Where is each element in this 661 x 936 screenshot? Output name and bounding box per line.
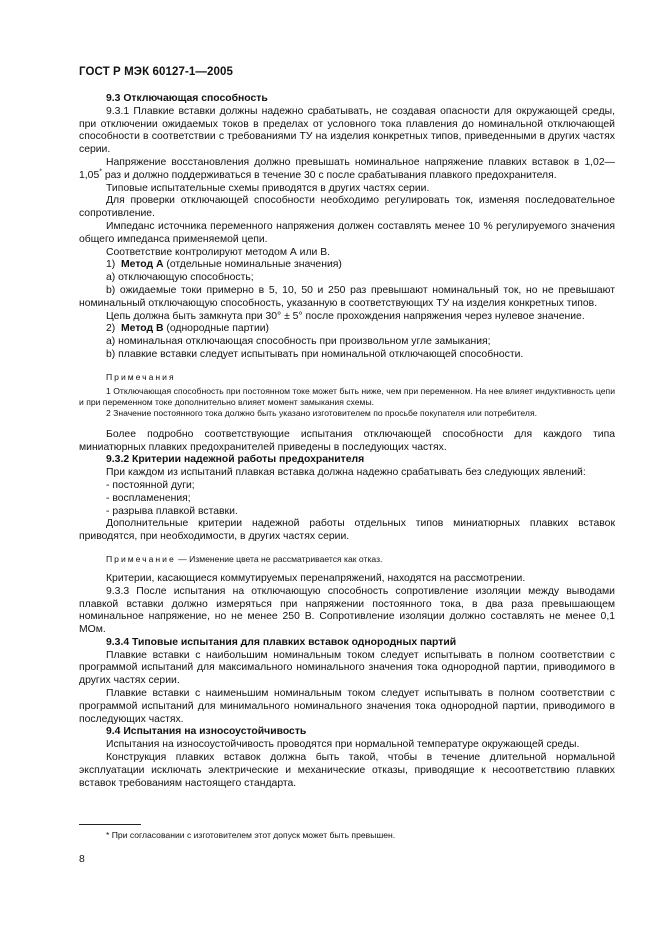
paragraph-adjust-current: Для проверки отключающей способности необходимо регулировать ток, изменяя последовательное сопротивление. <box>79 195 615 220</box>
footnote: * При согласовании с изготовителем этот допуск может быть превышен. <box>106 830 396 840</box>
paragraph-lowest-current: Плавкие вставки с наименьшим номинальным током следует испытывать в полном соответствии с программой испытаний для минимального номинального значения тока однородной партии, приводимого в последующих частях. <box>79 688 615 725</box>
dash-item-ignition: - воспламенения; <box>106 492 191 504</box>
footnote-divider <box>79 824 141 825</box>
note-1: 1 Отключающая способность при постоянном токе может быть ниже, чем при переменном. На нее влияет индуктивность цепи и при переменном токе дополнительно влияет момент замыкания схемы. <box>79 385 615 407</box>
method-a-desc: (отдельные номинальные значения) <box>163 259 342 271</box>
paragraph-wear-tests: Испытания на износоустойчивость проводятся при нормальной температуре окружающей среды. <box>106 739 580 751</box>
note-2: 2 Значение постоянного тока должно быть указано изготовителем по просьбе покупателя или потребителя. <box>106 407 537 418</box>
paragraph-recovery-voltage <box>79 157 615 183</box>
paragraph-design: Конструкция плавких вставок должна быть такой, чтобы в течение длительной нормальной эксплуатации исключать электрические и механические отказы, приводящие к несоответствию плавких вставок требованиям настоящего стандарта. <box>79 752 615 789</box>
recovery-text-b: раз и должно поддерживаться в течение 30 с после срабатывания плавкого предохранителя. <box>101 169 557 181</box>
paragraph-additional-criteria: Дополнительные критерии надежной работы отдельных типов миниатюрных плавких вставок приводятся, при необходимости, в других частях серии. <box>79 518 615 543</box>
method-a-subitem-a: а) отключающую способность; <box>106 272 254 284</box>
method-a-item <box>79 259 615 272</box>
document-body <box>79 93 615 790</box>
paragraph-9-3-1: 9.3.1 Плавкие вставки должны надежно срабатывать, не создавая опасности для окружающей среды, при отключении ожидаемых токов в пределах от условного тока плавления до номинальной отключающей способности в соответствии с требованиями ТУ на изделия конкретных типов, приведенными в других частях серии. <box>79 105 615 156</box>
method-b-item <box>79 323 615 336</box>
paragraph-overvoltage-criteria: Критерии, касающиеся коммутируемых перенапряжений, находятся на рассмотрении. <box>106 572 526 584</box>
footnote-marker: * <box>99 168 102 176</box>
paragraph-test-schemes: Типовые испытательные схемы приводятся в других частях серии. <box>106 182 430 194</box>
page-number: 8 <box>79 854 85 865</box>
section-9-3-heading: 9.3 Отключающая способность <box>106 93 268 104</box>
inline-note <box>79 554 615 565</box>
method-b-number: 2) <box>106 323 116 335</box>
notes-title: Примечания <box>106 371 176 382</box>
section-9-4-heading: 9.4 Испытания на износоустойчивость <box>106 726 307 738</box>
method-a-name: Метод А <box>121 259 164 271</box>
paragraph-more-details: Более подробно соответствующие испытания отключающей способности для каждого типа миниатюрных плавких предохранителей приведены в последующих частях. <box>79 428 615 453</box>
section-9-3-2-heading: 9.3.2 Критерии надежной работы предохранителя <box>106 454 365 466</box>
method-b-desc: (однородные партии) <box>163 323 270 335</box>
paragraph-methods: Соответствие контролируют методом А или В. <box>106 246 331 258</box>
dash-item-arc: - постоянной дуги; <box>106 479 195 491</box>
inline-note-text: — Изменение цвета не рассматривается как отказ. <box>175 553 383 564</box>
paragraph-highest-current: Плавкие вставки с наибольшим номинальным током следует испытывать в полном соответствии с программой испытаний для максимального номинального значения тока однородной партии, приводимого в других частях серии. <box>79 649 615 687</box>
spacer <box>79 419 615 429</box>
method-a-subitem-b: b) ожидаемые токи примерно в 5, 10, 50 и 250 раз превышают номинальный ток, но не превышают номинальный отключающую способность, указанную в соответствующих ТУ на изделия конкретных типов. <box>79 284 615 309</box>
paragraph-circuit-closure: Цепь должна быть замкнута при 30° ± 5° после прохождения напряжения через нулевое значение. <box>106 310 585 322</box>
dash-item-rupture: - разрыва плавкой вставки. <box>106 505 238 517</box>
paragraph-9-3-3: 9.3.3 После испытания на отключающую способность сопротивление изоляции между выводами плавкой вставки должно измеряться при напряжении постоянного тока, в два раза превышающем номинальное напряжение, но не менее 250 В. Сопротивление изоляции должно составлять не менее 0,1 МОм. <box>79 585 615 636</box>
paragraph-impedance: Импеданс источника переменного напряжения должен составлять менее 10 % регулируемого значения общего импеданса применяемой цепи. <box>79 220 615 245</box>
method-b-name: Метод В <box>121 323 164 335</box>
paragraph-each-test: При каждом из испытаний плавкая вставка должна надежно срабатывать без следующих явлений: <box>106 467 586 479</box>
document-header: ГОСТ Р МЭК 60127-1—2005 <box>79 66 233 78</box>
method-b-subitem-b: b) плавкие вставки следует испытывать при номинальной отключающей способности. <box>106 348 524 360</box>
inline-note-label: Примечание <box>106 553 176 564</box>
method-a-number: 1) <box>106 259 116 271</box>
recovery-text-a: Напряжение восстановления должно превышать номинальное напряжение плавких вставок в 1,02—1,05 <box>79 156 615 181</box>
section-9-3-4-heading: 9.3.4 Типовые испытания для плавких вставок однородных партий <box>106 636 457 648</box>
method-b-subitem-a: а) номинальная отключающая способность при произвольном угле замыкания; <box>106 336 491 348</box>
